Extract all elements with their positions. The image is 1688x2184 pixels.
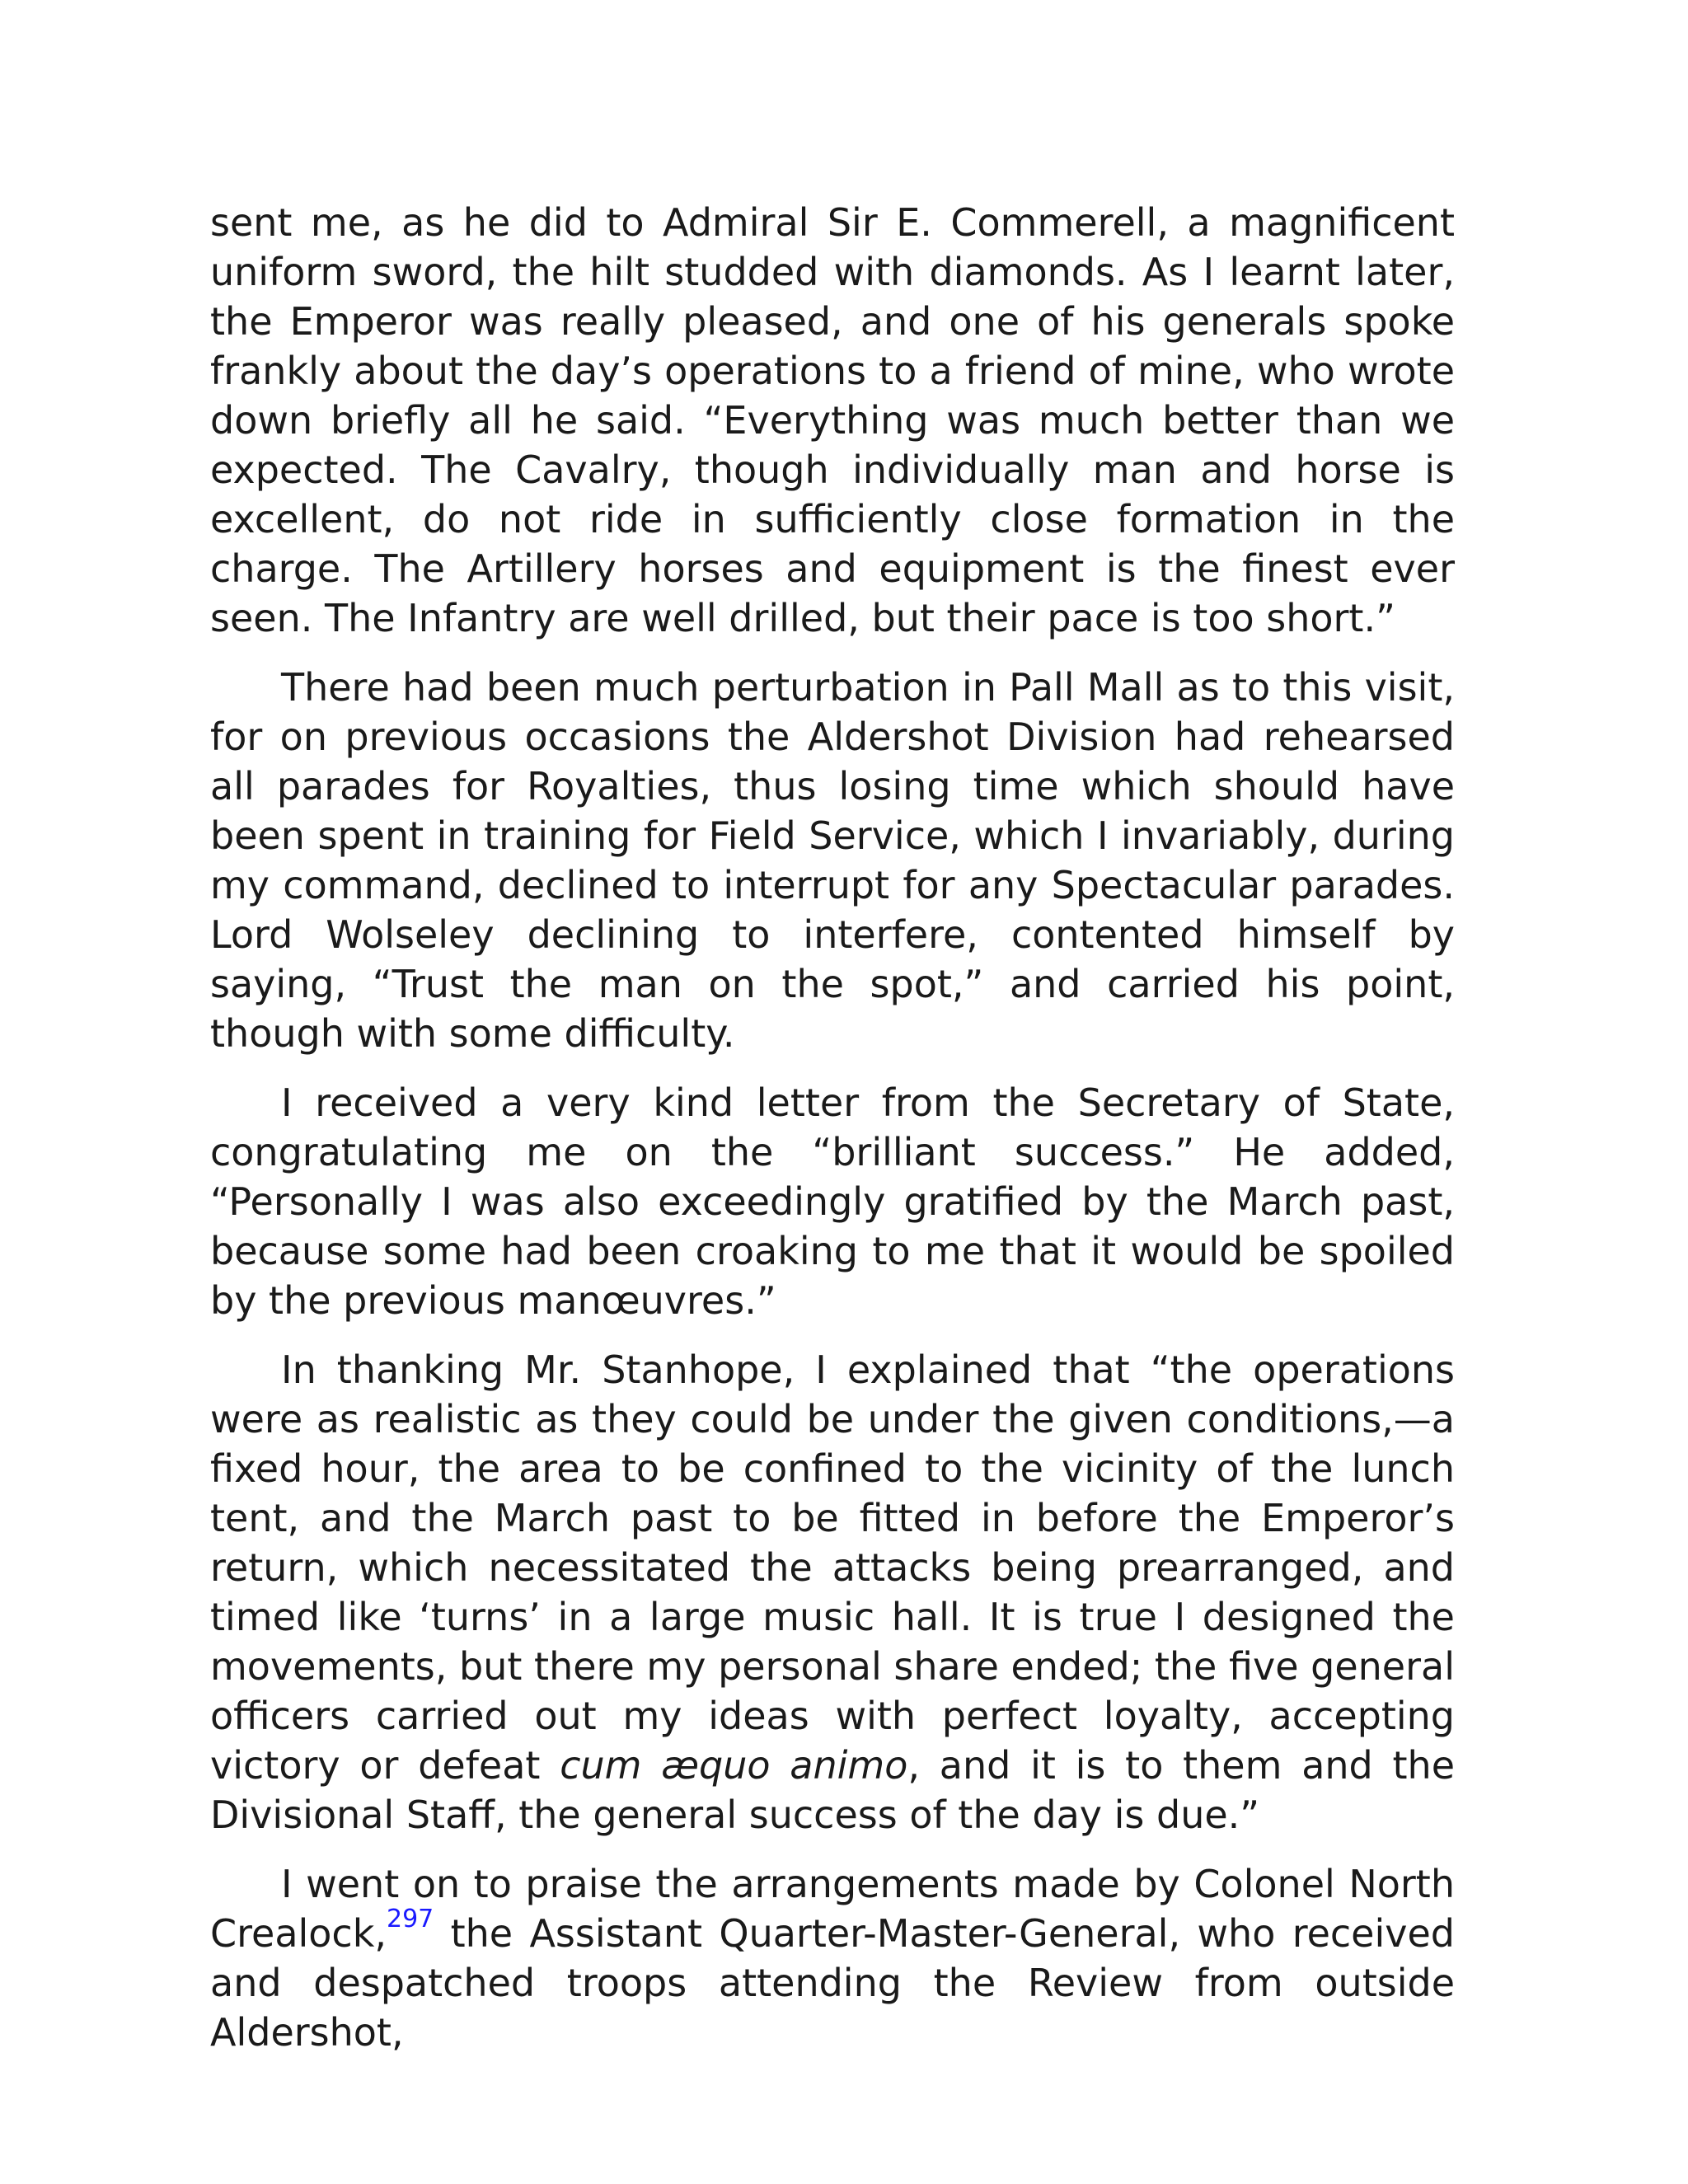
- paragraph-2-text: There had been much perturbation in Pall Mall as to this visit, for on previous occasions the Aldershot Division had rehearsed all parades for Royalties, thus losing time which should have been spent in training for Field Service, which I invariably, during my command, declined to interrupt for any Spectacular parades. Lord Wolseley declining to interfere, contented himself by saying, “Trust the man on the spot,” and carried his point, though with some difficulty.: [210, 665, 1455, 1056]
- paragraph-4-text-after: , and it is to them and the Divisional Staff, the general success of the day is due.”: [210, 1743, 1455, 1837]
- paragraph-1-text: sent me, as he did to Admiral Sir E. Commerell, a magnificent uniform sword, the hilt studded with diamonds. As I learnt later, the Emperor was really pleased, and one of his generals spoke frankly about the day’s operations to a friend of mine, who wrote down briefly all he said. “Everything was much better than we expected. The Cavalry, though individually man and horse is excellent, do not ride in sufficiently close formation in the charge. The Artillery horses and equipment is the finest ever seen. The Infantry are well drilled, but their pace is too short.”: [210, 200, 1455, 640]
- latin-phrase: cum æquo animo: [560, 1743, 908, 1788]
- paragraph-3: [210, 1078, 1455, 1325]
- footnote-link[interactable]: 297: [387, 1905, 434, 1933]
- paragraph-3-text: I received a very kind letter from the Secretary of State, congratulating me on the “brilliant success.” He added, “Personally I was also exceedingly gratified by the March past, because some had been croaking to me that it would be spoiled by the previous manœuvres.”: [210, 1080, 1455, 1323]
- paragraph-2: [210, 663, 1455, 1058]
- paragraph-5: [210, 1859, 1455, 2057]
- paragraph-5-text-after: the Assistant Quarter-Master-General, who received and despatched troops attending the Review from outside Aldershot,: [210, 1911, 1455, 2055]
- paragraph-4-text-before: In thanking Mr. Stanhope, I explained that “the operations were as realistic as they could be under the given conditions,—a fixed hour, the area to be confined to the vicinity of the lunch tent, and the March past to be fitted in before the Emperor’s return, which necessitated the attacks being prearranged, and timed like ‘turns’ in a large music hall. It is true I designed the movements, but there my personal share ended; the five general officers carried out my ideas with perfect loyalty, accepting victory or defeat: [210, 1347, 1455, 1788]
- paragraph-4: [210, 1345, 1455, 1840]
- paragraph-5-text-before: I went on to praise the arrangements made by Colonel North Crealock,: [210, 1862, 1455, 1956]
- book-page: [210, 198, 1455, 2057]
- paragraph-1: [210, 198, 1455, 643]
